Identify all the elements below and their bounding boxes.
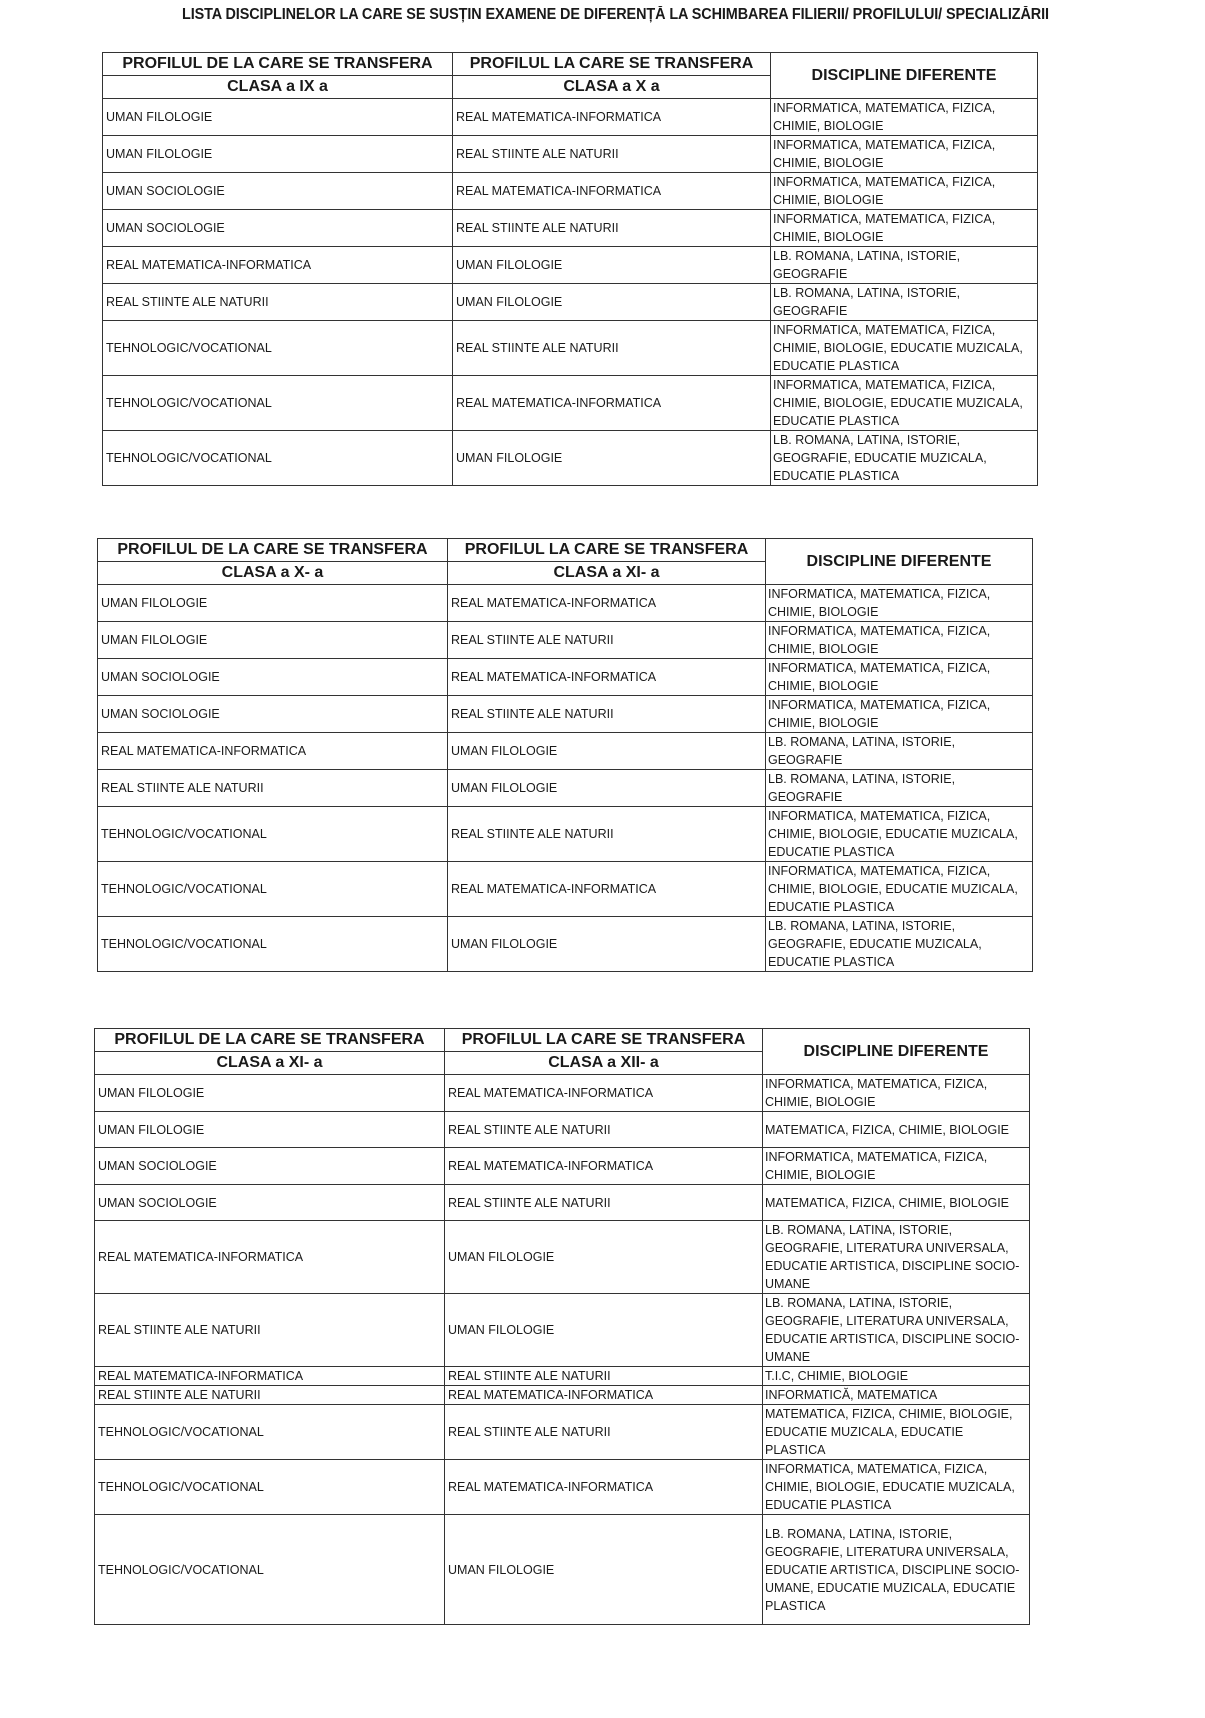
document-title: LISTA DISCIPLINELOR LA CARE SE SUSȚIN EXAMENE DE DIFERENȚĂ LA SCHIMBAREA FILIERII/ PROFILULUI/ SPECIALIZĂRII xyxy=(182,6,1049,23)
header-from-profile: PROFILUL DE LA CARE SE TRANSFERA xyxy=(103,53,453,76)
table-row xyxy=(95,1405,1030,1460)
header-disciplines: DISCIPLINE DIFERENTE xyxy=(766,539,1033,585)
to-profile-cell: UMAN FILOLOGIE xyxy=(445,1294,763,1367)
to-profile-cell: REAL MATEMATICA-INFORMATICA xyxy=(448,659,766,696)
table-row xyxy=(95,1075,1030,1112)
from-profile-cell: REAL STIINTE ALE NATURII xyxy=(95,1294,445,1367)
table-row xyxy=(95,1367,1030,1386)
disciplines-cell: LB. ROMANA, LATINA, ISTORIE, GEOGRAFIE, EDUCATIE MUZICALA, EDUCATIE PLASTICA xyxy=(771,431,1038,486)
from-profile-cell: REAL MATEMATICA-INFORMATICA xyxy=(95,1221,445,1294)
table-row xyxy=(103,284,1038,321)
disciplines-cell: LB. ROMANA, LATINA, ISTORIE, GEOGRAFIE xyxy=(771,284,1038,321)
to-profile-cell: UMAN FILOLOGIE xyxy=(445,1515,763,1625)
to-profile-cell: UMAN FILOLOGIE xyxy=(453,431,771,486)
to-profile-cell: REAL STIINTE ALE NATURII xyxy=(448,622,766,659)
from-profile-cell: UMAN SOCIOLOGIE xyxy=(98,696,448,733)
to-profile-cell: REAL MATEMATICA-INFORMATICA xyxy=(445,1460,763,1515)
table-row xyxy=(103,210,1038,247)
table-row xyxy=(103,376,1038,431)
to-profile-cell: REAL MATEMATICA-INFORMATICA xyxy=(448,585,766,622)
disciplines-cell: INFORMATICA, MATEMATICA, FIZICA, CHIMIE, BIOLOGIE xyxy=(771,173,1038,210)
from-profile-cell: UMAN SOCIOLOGIE xyxy=(98,659,448,696)
disciplines-cell: LB. ROMANA, LATINA, ISTORIE, GEOGRAFIE xyxy=(766,770,1033,807)
header-disciplines: DISCIPLINE DIFERENTE xyxy=(763,1029,1030,1075)
table-row xyxy=(103,173,1038,210)
table-row xyxy=(95,1112,1030,1148)
disciplines-cell: INFORMATICA, MATEMATICA, FIZICA, CHIMIE, BIOLOGIE, EDUCATIE MUZICALA, EDUCATIE PLASTICA xyxy=(766,862,1033,917)
header-from-profile: PROFILUL DE LA CARE SE TRANSFERA xyxy=(98,539,448,562)
header-to-class: CLASA a XII- a xyxy=(445,1052,763,1075)
from-profile-cell: UMAN FILOLOGIE xyxy=(98,585,448,622)
from-profile-cell: UMAN SOCIOLOGIE xyxy=(103,210,453,247)
disciplines-cell: INFORMATICA, MATEMATICA, FIZICA, CHIMIE, BIOLOGIE xyxy=(771,99,1038,136)
header-to-profile: PROFILUL LA CARE SE TRANSFERA xyxy=(448,539,766,562)
from-profile-cell: TEHNOLOGIC/VOCATIONAL xyxy=(95,1405,445,1460)
from-profile-cell: TEHNOLOGIC/VOCATIONAL xyxy=(103,431,453,486)
disciplines-cell: INFORMATICA, MATEMATICA, FIZICA, CHIMIE, BIOLOGIE xyxy=(766,659,1033,696)
header-to-class: CLASA a X a xyxy=(453,76,771,99)
to-profile-cell: REAL MATEMATICA-INFORMATICA xyxy=(453,376,771,431)
from-profile-cell: UMAN FILOLOGIE xyxy=(103,136,453,173)
disciplines-cell: MATEMATICA, FIZICA, CHIMIE, BIOLOGIE xyxy=(763,1112,1030,1148)
from-profile-cell: UMAN SOCIOLOGIE xyxy=(95,1185,445,1221)
to-profile-cell: REAL STIINTE ALE NATURII xyxy=(453,210,771,247)
from-profile-cell: REAL MATEMATICA-INFORMATICA xyxy=(95,1367,445,1386)
to-profile-cell: REAL STIINTE ALE NATURII xyxy=(453,321,771,376)
disciplines-cell: T.I.C, CHIMIE, BIOLOGIE xyxy=(763,1367,1030,1386)
table-row xyxy=(95,1148,1030,1185)
table-row xyxy=(103,431,1038,486)
table-row xyxy=(103,321,1038,376)
to-profile-cell: UMAN FILOLOGIE xyxy=(445,1221,763,1294)
table-row xyxy=(103,247,1038,284)
disciplines-cell: LB. ROMANA, LATINA, ISTORIE, GEOGRAFIE xyxy=(771,247,1038,284)
header-disciplines: DISCIPLINE DIFERENTE xyxy=(771,53,1038,99)
to-profile-cell: REAL MATEMATICA-INFORMATICA xyxy=(445,1075,763,1112)
disciplines-cell: INFORMATICA, MATEMATICA, FIZICA, CHIMIE, BIOLOGIE xyxy=(766,622,1033,659)
from-profile-cell: UMAN FILOLOGIE xyxy=(98,622,448,659)
table-row xyxy=(98,733,1033,770)
table-row xyxy=(103,99,1038,136)
disciplines-cell: LB. ROMANA, LATINA, ISTORIE, GEOGRAFIE, LITERATURA UNIVERSALA, EDUCATIE ARTISTICA, DISCIPLINE SOCIO-UMANE xyxy=(763,1294,1030,1367)
table-row xyxy=(98,862,1033,917)
from-profile-cell: UMAN SOCIOLOGIE xyxy=(95,1148,445,1185)
to-profile-cell: UMAN FILOLOGIE xyxy=(448,917,766,972)
from-profile-cell: TEHNOLOGIC/VOCATIONAL xyxy=(98,862,448,917)
from-profile-cell: UMAN FILOLOGIE xyxy=(95,1075,445,1112)
table-row xyxy=(98,807,1033,862)
from-profile-cell: TEHNOLOGIC/VOCATIONAL xyxy=(98,807,448,862)
disciplines-cell: MATEMATICA, FIZICA, CHIMIE, BIOLOGIE, EDUCATIE MUZICALA, EDUCATIE PLASTICA xyxy=(763,1405,1030,1460)
header-to-profile: PROFILUL LA CARE SE TRANSFERA xyxy=(453,53,771,76)
disciplines-cell: LB. ROMANA, LATINA, ISTORIE, GEOGRAFIE, LITERATURA UNIVERSALA, EDUCATIE ARTISTICA, DISCIPLINE SOCIO-UMANE xyxy=(763,1221,1030,1294)
transfer-table-xi-to-xii xyxy=(94,1028,1030,1625)
table-row xyxy=(98,917,1033,972)
header-from-profile: PROFILUL DE LA CARE SE TRANSFERA xyxy=(95,1029,445,1052)
to-profile-cell: REAL MATEMATICA-INFORMATICA xyxy=(448,862,766,917)
to-profile-cell: REAL MATEMATICA-INFORMATICA xyxy=(445,1386,763,1405)
disciplines-cell: INFORMATICA, MATEMATICA, FIZICA, CHIMIE, BIOLOGIE xyxy=(763,1075,1030,1112)
to-profile-cell: UMAN FILOLOGIE xyxy=(448,770,766,807)
disciplines-cell: INFORMATICA, MATEMATICA, FIZICA, CHIMIE, BIOLOGIE, EDUCATIE MUZICALA, EDUCATIE PLASTICA xyxy=(771,376,1038,431)
to-profile-cell: REAL MATEMATICA-INFORMATICA xyxy=(445,1148,763,1185)
table-row xyxy=(98,622,1033,659)
to-profile-cell: REAL MATEMATICA-INFORMATICA xyxy=(453,99,771,136)
disciplines-cell: INFORMATICA, MATEMATICA, FIZICA, CHIMIE, BIOLOGIE, EDUCATIE MUZICALA, EDUCATIE PLASTICA xyxy=(771,321,1038,376)
to-profile-cell: UMAN FILOLOGIE xyxy=(448,733,766,770)
to-profile-cell: REAL MATEMATICA-INFORMATICA xyxy=(453,173,771,210)
header-to-profile: PROFILUL LA CARE SE TRANSFERA xyxy=(445,1029,763,1052)
from-profile-cell: TEHNOLOGIC/VOCATIONAL xyxy=(98,917,448,972)
to-profile-cell: REAL STIINTE ALE NATURII xyxy=(445,1185,763,1221)
disciplines-cell: INFORMATICA, MATEMATICA, FIZICA, CHIMIE, BIOLOGIE xyxy=(771,136,1038,173)
disciplines-cell: INFORMATICA, MATEMATICA, FIZICA, CHIMIE, BIOLOGIE xyxy=(763,1148,1030,1185)
table-row xyxy=(98,770,1033,807)
from-profile-cell: REAL MATEMATICA-INFORMATICA xyxy=(98,733,448,770)
to-profile-cell: REAL STIINTE ALE NATURII xyxy=(445,1405,763,1460)
to-profile-cell: UMAN FILOLOGIE xyxy=(453,247,771,284)
header-from-class: CLASA a X- a xyxy=(98,562,448,585)
table-row xyxy=(95,1515,1030,1625)
to-profile-cell: REAL STIINTE ALE NATURII xyxy=(445,1112,763,1148)
to-profile-cell: REAL STIINTE ALE NATURII xyxy=(448,807,766,862)
disciplines-cell: INFORMATICA, MATEMATICA, FIZICA, CHIMIE, BIOLOGIE xyxy=(766,696,1033,733)
to-profile-cell: REAL STIINTE ALE NATURII xyxy=(453,136,771,173)
header-from-class: CLASA a IX a xyxy=(103,76,453,99)
table-row xyxy=(98,585,1033,622)
disciplines-cell: LB. ROMANA, LATINA, ISTORIE, GEOGRAFIE xyxy=(766,733,1033,770)
transfer-table-x-to-xi xyxy=(97,538,1033,972)
to-profile-cell: REAL STIINTE ALE NATURII xyxy=(445,1367,763,1386)
disciplines-cell: INFORMATICA, MATEMATICA, FIZICA, CHIMIE, BIOLOGIE, EDUCATIE MUZICALA, EDUCATIE PLASTICA xyxy=(763,1460,1030,1515)
table-row xyxy=(95,1185,1030,1221)
from-profile-cell: UMAN FILOLOGIE xyxy=(95,1112,445,1148)
from-profile-cell: TEHNOLOGIC/VOCATIONAL xyxy=(103,321,453,376)
disciplines-cell: LB. ROMANA, LATINA, ISTORIE, GEOGRAFIE, LITERATURA UNIVERSALA, EDUCATIE ARTISTICA, DISCIPLINE SOCIO-UMANE, EDUCATIE MUZICALA, EDUCATIE PLASTICA xyxy=(763,1515,1030,1625)
disciplines-cell: MATEMATICA, FIZICA, CHIMIE, BIOLOGIE xyxy=(763,1185,1030,1221)
table-row xyxy=(98,659,1033,696)
table-row xyxy=(103,136,1038,173)
to-profile-cell: REAL STIINTE ALE NATURII xyxy=(448,696,766,733)
header-to-class: CLASA a XI- a xyxy=(448,562,766,585)
table-row xyxy=(95,1221,1030,1294)
table-row xyxy=(95,1294,1030,1367)
disciplines-cell: INFORMATICA, MATEMATICA, FIZICA, CHIMIE, BIOLOGIE, EDUCATIE MUZICALA, EDUCATIE PLASTICA xyxy=(766,807,1033,862)
from-profile-cell: REAL MATEMATICA-INFORMATICA xyxy=(103,247,453,284)
from-profile-cell: TEHNOLOGIC/VOCATIONAL xyxy=(103,376,453,431)
table-row xyxy=(95,1460,1030,1515)
from-profile-cell: REAL STIINTE ALE NATURII xyxy=(98,770,448,807)
from-profile-cell: UMAN FILOLOGIE xyxy=(103,99,453,136)
from-profile-cell: REAL STIINTE ALE NATURII xyxy=(95,1386,445,1405)
disciplines-cell: INFORMATICĂ, MATEMATICA xyxy=(763,1386,1030,1405)
to-profile-cell: UMAN FILOLOGIE xyxy=(453,284,771,321)
disciplines-cell: INFORMATICA, MATEMATICA, FIZICA, CHIMIE, BIOLOGIE xyxy=(771,210,1038,247)
disciplines-cell: LB. ROMANA, LATINA, ISTORIE, GEOGRAFIE, EDUCATIE MUZICALA, EDUCATIE PLASTICA xyxy=(766,917,1033,972)
transfer-table-ix-to-x xyxy=(102,52,1038,486)
from-profile-cell: UMAN SOCIOLOGIE xyxy=(103,173,453,210)
from-profile-cell: TEHNOLOGIC/VOCATIONAL xyxy=(95,1460,445,1515)
table-row xyxy=(95,1386,1030,1405)
from-profile-cell: REAL STIINTE ALE NATURII xyxy=(103,284,453,321)
header-from-class: CLASA a XI- a xyxy=(95,1052,445,1075)
disciplines-cell: INFORMATICA, MATEMATICA, FIZICA, CHIMIE, BIOLOGIE xyxy=(766,585,1033,622)
table-row xyxy=(98,696,1033,733)
from-profile-cell: TEHNOLOGIC/VOCATIONAL xyxy=(95,1515,445,1625)
